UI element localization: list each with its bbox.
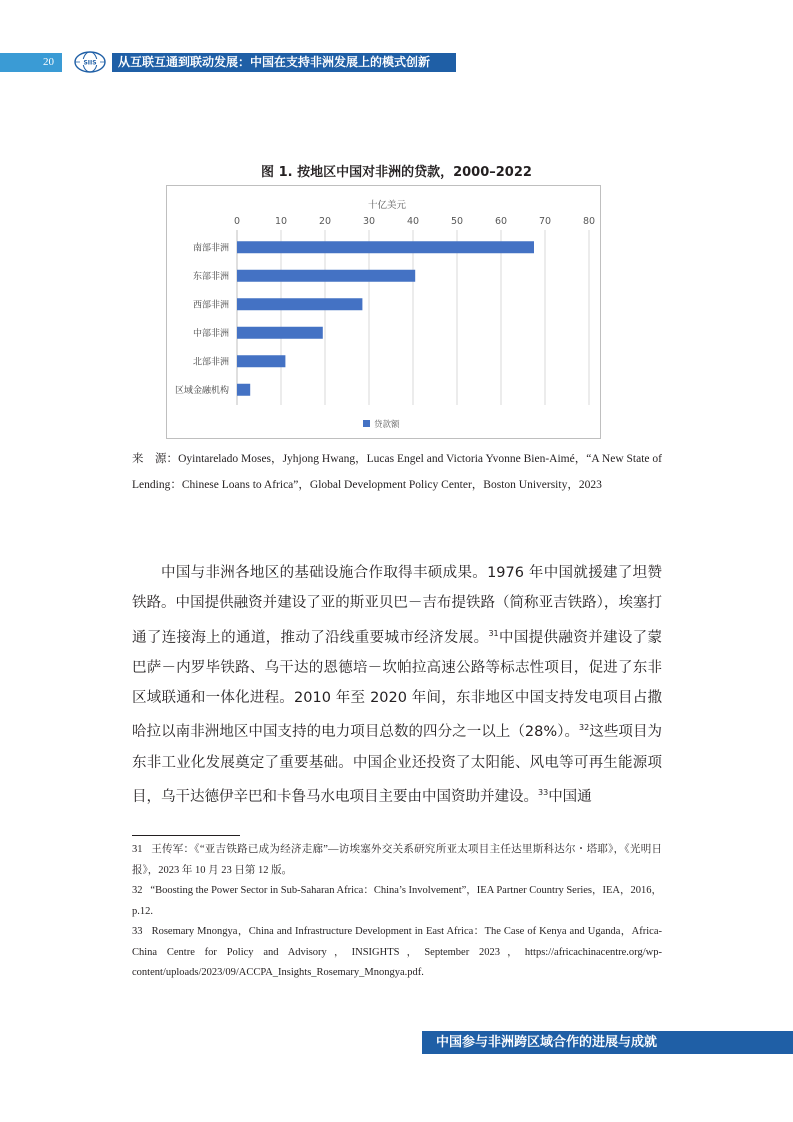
category-label: 西部非洲 [192, 300, 229, 311]
footnote-number: 31 [132, 844, 143, 855]
x-tick-label: 0 [233, 216, 241, 227]
siis-logo [74, 51, 106, 73]
footnote-text: “Boosting the Power Sector in Sub-Saharan Africa：China’s Involvement”，IEA Partner Country Series，IEA，2016，p.12. [132, 885, 663, 917]
category-label: 北部非洲 [192, 357, 229, 368]
bar [237, 355, 285, 367]
x-tick-label: 40 [406, 216, 420, 227]
bar [237, 241, 534, 253]
bar [237, 298, 362, 310]
x-tick-label: 60 [494, 216, 508, 227]
figure-title: 图 1. 按地区中国对非洲的贷款，2000–2022 [261, 165, 532, 180]
legend-swatch [363, 420, 370, 427]
legend-label: 贷款额 [374, 420, 400, 430]
footnote-number: 32 [132, 885, 143, 896]
bar [237, 384, 250, 396]
x-axis-label: 十亿美元 [367, 200, 407, 211]
x-tick-label: 50 [450, 216, 464, 227]
footnote-number: 33 [132, 926, 143, 937]
body-paragraph [132, 558, 662, 812]
footnote-ref-31[interactable]: 31 [488, 628, 499, 638]
footnotes [132, 840, 662, 984]
bar [237, 270, 415, 282]
figure-source [132, 446, 662, 498]
footer-title: 中国参与非洲跨区域合作的进展与成就 [422, 1031, 793, 1054]
source-text: Oyintarelado Moses，Jyhjong Hwang，Lucas Engel and Victoria Yvonne Bien-Aimé，“A New State of Lending：Chinese Loans to Africa”，Global Development Policy Center，Boston University，2023 [132, 453, 662, 491]
body-sentence-4: 中国通 [548, 789, 592, 806]
footnote-ref-32[interactable]: 32 [579, 723, 590, 733]
x-tick-label: 30 [362, 216, 376, 227]
body-sentence-3: 这些项目为东非工业化发展奠定了重要基础。中国企业还投资了太阳能、风电等可再生能源项目，乌干达德伊辛巴和卡鲁马水电项目主要由中国资助并建设。 [132, 724, 662, 806]
bar [237, 327, 323, 339]
footnote-31 [132, 840, 662, 881]
page-number: 20 [0, 53, 62, 72]
body-sentence-2: 中国提供融资并建设了蒙巴萨－内罗毕铁路、乌干达的恩德培－坎帕拉高速公路等标志性项目，促进了东非区域联通和一体化进程。2010 年至 2020 年间，东非地区中国支持发电项目占撒哈拉以南非洲地区中国支持的电力项目总数的四分之一以上（28%）。 [132, 629, 663, 741]
bar-chart [166, 185, 601, 439]
footnote-32 [132, 881, 662, 922]
x-tick-label: 70 [538, 216, 552, 227]
footnote-33 [132, 922, 662, 984]
header-title: 从互联互通到联动发展：中国在支持非洲发展上的模式创新 [112, 53, 456, 72]
category-label: 区域金融机构 [174, 385, 229, 396]
x-tick-label: 80 [582, 216, 596, 227]
category-label: 中部非洲 [192, 328, 229, 339]
logo-text: SIIS [83, 59, 97, 67]
source-label: 来 源： [132, 453, 179, 465]
footnote-text: Rosemary Mnongya，China and Infrastructure Development in East Africa：The Case of Kenya and Uganda，Africa-China Centre for Policy and Advisory，INSIGHTS，September 2023，https://africachinacentre.org/wp-content/uploads/2023/09/ACCPA_Insights_Rosemary_Mnongya.pdf. [132, 926, 662, 978]
x-tick-label: 10 [274, 216, 288, 227]
footnote-divider [132, 835, 240, 836]
category-label: 南部非洲 [192, 243, 229, 254]
footnote-text: 王传军：《“亚吉铁路已成为经济走廊”—访埃塞外交关系研究所亚太项目主任达里斯科达尔・塔耶》，《光明日报》，2023 年 10 月 23 日第 12 版。 [132, 844, 662, 876]
category-label: 东部非洲 [192, 271, 229, 282]
x-tick-label: 20 [318, 216, 332, 227]
footnote-ref-33[interactable]: 33 [538, 788, 549, 798]
body-sentence-1: 中国与非洲各地区的基础设施合作取得丰硕成果。1976 年中国就援建了坦赞铁路。中国提供融资并建设了亚的斯亚贝巴－吉布提铁路（简称亚吉铁路），埃塞打通了连接海上的通道，推动了沿线重要城市经济发展。 [132, 565, 662, 646]
chart-svg [167, 186, 602, 440]
